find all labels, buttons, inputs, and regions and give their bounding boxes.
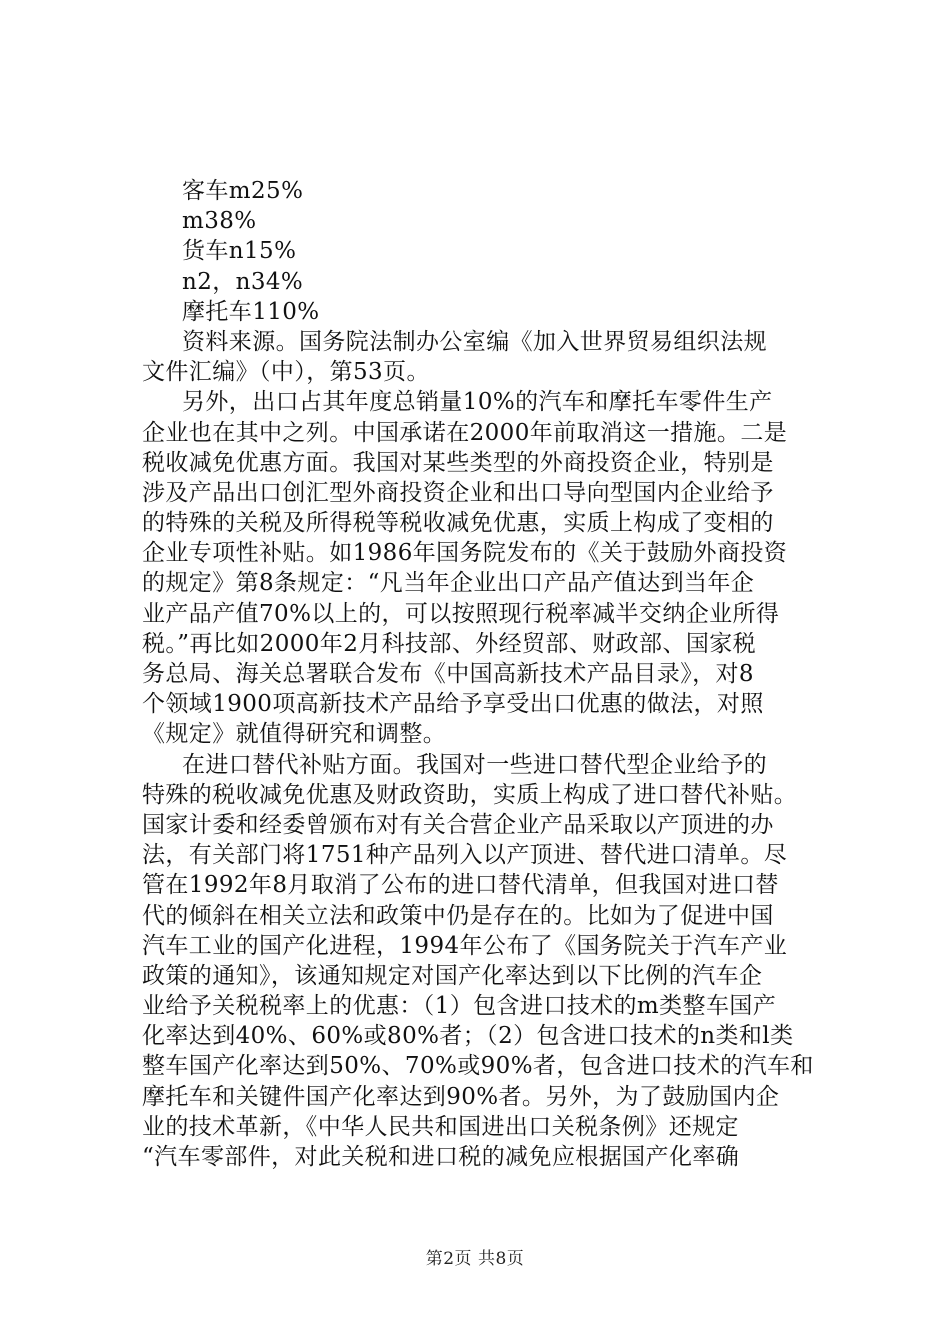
table-row: m38% [182, 208, 257, 235]
text-line: 的特殊的关税及所得税等税收减免优惠，实质上构成了变相的 [142, 510, 774, 537]
text-line: 企业也在其中之列。中国承诺在2000年前取消这一措施。二是 [142, 419, 788, 446]
text-line: 税收减免优惠方面。我国对某些类型的外商投资企业，特别是 [142, 449, 774, 476]
table-row: 货车n15% [182, 238, 297, 265]
text-line: 政策的通知》，该通知规定对国产化率达到以下比例的汽车企 [142, 962, 763, 989]
table-row: 摩托车110% [182, 298, 320, 325]
text-line: 国家计委和经委曾颁布对有关合营企业产品采取以产顶进的办 [142, 811, 774, 838]
text-line: 业产品产值70%以上的，可以按照现行税率减半交纳企业所得 [142, 600, 780, 627]
text-line: 个领域1900项高新技术产品给予享受出口优惠的做法，对照 [142, 691, 764, 718]
text-line: 资料来源。国务院法制办公室编《加入世界贸易组织法规 [182, 328, 767, 355]
text-line: 业给予关税税率上的优惠：（1）包含进口技术的m类整车国产 [142, 993, 777, 1020]
text-line: 《规定》就值得研究和调整。 [142, 721, 447, 748]
text-line: 汽车工业的国产化进程，1994年公布了《国务院关于汽车产业 [142, 932, 788, 959]
text-line: 务总局、海关总署联合发布《中国高新技术产品目录》，对8 [142, 661, 754, 687]
table-row: n2，n34% [182, 268, 304, 295]
text-line: 文件汇编》（中），第53页。 [142, 359, 430, 386]
table-row: 客车m25% [182, 178, 304, 204]
paragraph-block [142, 327, 832, 1172]
text-line: 整车国产化率达到50%、70%或90%者，包含进口技术的汽车和 [142, 1053, 814, 1080]
text-line: 摩托车和关键件国产化率达到90%者。另外，为了鼓励国内企 [142, 1083, 780, 1110]
text-line: 在进口替代补贴方面。我国对一些进口替代型企业给予的 [182, 751, 767, 778]
text-line: 法，有关部门将1751种产品列入以产顶进、替代进口清单。尽 [142, 842, 788, 869]
document-body [142, 176, 832, 1172]
text-line: 化率达到40%、60%或80%者；（2）包含进口技术的n类和l类 [142, 1023, 794, 1050]
text-line: 的规定》第8条规定：“凡当年企业出口产品产值达到当年企 [142, 570, 755, 597]
text-line: 管在1992年8月取消了公布的进口替代清单，但我国对进口替 [142, 872, 779, 899]
text-line: 特殊的税收减免优惠及财政资助，实质上构成了进口替代补贴。 [142, 781, 798, 808]
text-line: 另外，出口占其年度总销量10%的汽车和摩托车零件生产 [182, 389, 773, 416]
text-line: “汽车零部件，对此关税和进口税的减免应根据国产化率确 [142, 1144, 740, 1170]
text-line: 代的倾斜在相关立法和政策中仍是存在的。比如为了促进中国 [142, 902, 774, 929]
text-line: 业的技术革新，《中华人民共和国进出口关税条例》还规定 [142, 1113, 739, 1140]
text-line: 税。”再比如2000年2月科技部、外经贸部、财政部、国家税 [142, 630, 757, 657]
text-line: 企业专项性补贴。如1986年国务院发布的《关于鼓励外商投资 [142, 540, 788, 567]
page-footer: 第2页 共8页 [425, 1249, 525, 1269]
text-line: 涉及产品出口创汇型外商投资企业和出口导向型国内企业给予 [142, 479, 774, 506]
